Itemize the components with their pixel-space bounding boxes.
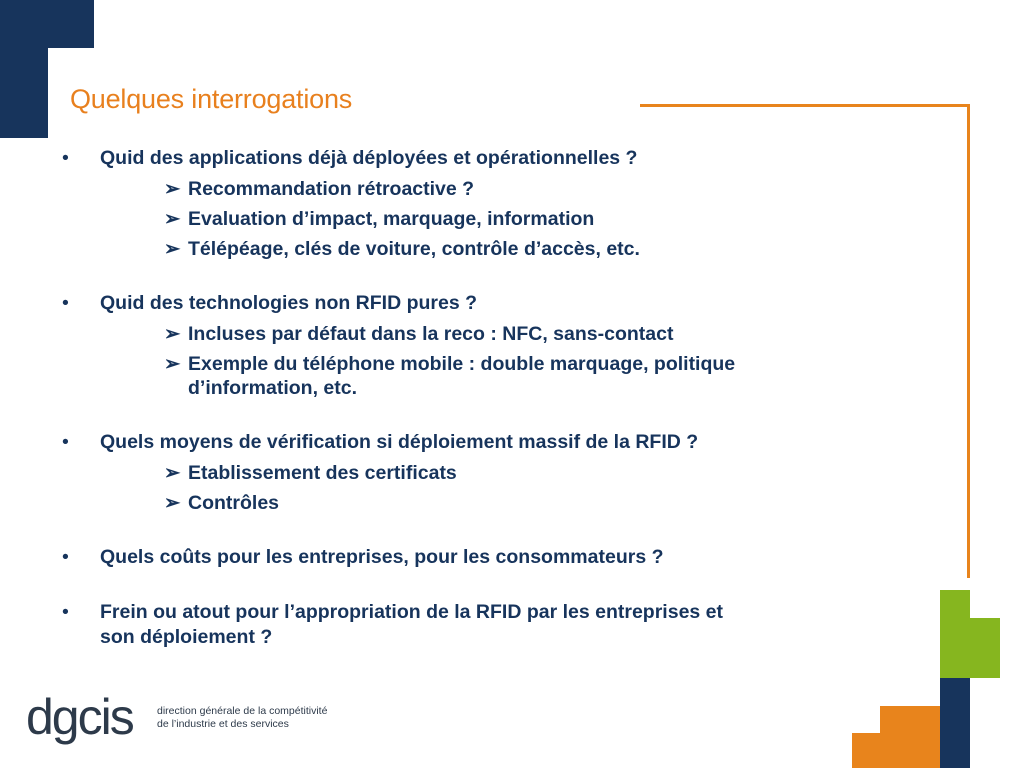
sub-text: Recommandation rétroactive ? [188, 178, 475, 200]
arrow-icon: ➢ [164, 353, 181, 375]
bullet-mark: • [62, 147, 69, 169]
bullet-text: Frein ou atout pour l’appropriation de la RFID par les entreprises et [100, 601, 724, 623]
sub-item [62, 237, 942, 261]
sub-text: Evaluation d’impact, marquage, information [188, 208, 595, 230]
bullet-item [62, 545, 942, 570]
arrow-icon: ➢ [164, 492, 181, 514]
bullet-item [62, 146, 942, 171]
sub-text-continued: d’information, etc. [188, 377, 358, 399]
arrow-icon: ➢ [164, 238, 181, 260]
arrow-icon: ➢ [164, 208, 181, 230]
bullet-item [62, 291, 942, 316]
arrow-icon: ➢ [164, 323, 181, 345]
arrow-icon: ➢ [164, 178, 181, 200]
sub-item [62, 207, 942, 231]
slide-content [62, 146, 942, 650]
logo-line-1: direction générale de la compétitivité [157, 705, 328, 717]
bullet-text: Quid des applications déjà déployées et opérationnelles ? [100, 147, 638, 169]
green-square-mid [940, 622, 970, 678]
bullet-text: Quid des technologies non RFID pures ? [100, 292, 478, 314]
sub-item [62, 352, 942, 400]
orange-square-small [852, 733, 880, 768]
green-square-top [940, 590, 970, 622]
sub-item [62, 491, 942, 515]
bullet-text: Quels moyens de vérification si déploiement massif de la RFID ? [100, 431, 699, 453]
orange-square-bottom [880, 706, 940, 768]
arrow-icon: ➢ [164, 462, 181, 484]
green-square-right [970, 618, 1000, 678]
navy-square-bottom [940, 678, 970, 768]
bullet-item [62, 430, 942, 455]
bullet-text-continued: son déploiement ? [100, 626, 273, 648]
sub-text: Incluses par défaut dans la reco : NFC, sans-contact [188, 323, 674, 345]
slide-title: Quelques interrogations [70, 84, 353, 114]
bullet-item [62, 600, 942, 650]
sub-item [62, 322, 942, 346]
corner-square-navy-top [46, 0, 94, 48]
sub-item [62, 461, 942, 485]
logo-wordmark: dgcis [26, 689, 133, 745]
bullet-mark: • [62, 601, 69, 623]
logo-line-2: de l’industrie et des services [157, 718, 289, 730]
sub-text: Contrôles [188, 492, 280, 514]
corner-square-navy-small [0, 48, 48, 138]
bullet-mark: • [62, 431, 69, 453]
bullet-mark: • [62, 546, 69, 568]
sub-text: Etablissement des certificats [188, 462, 457, 484]
sub-text: Télépéage, clés de voiture, contrôle d’accès, etc. [188, 238, 640, 260]
bullet-mark: • [62, 292, 69, 314]
bullet-text: Quels coûts pour les entreprises, pour les consommateurs ? [100, 546, 664, 568]
sub-text: Exemple du téléphone mobile : double marquage, politique [188, 353, 736, 375]
logo-tagline [157, 705, 327, 731]
sub-item [62, 177, 942, 201]
